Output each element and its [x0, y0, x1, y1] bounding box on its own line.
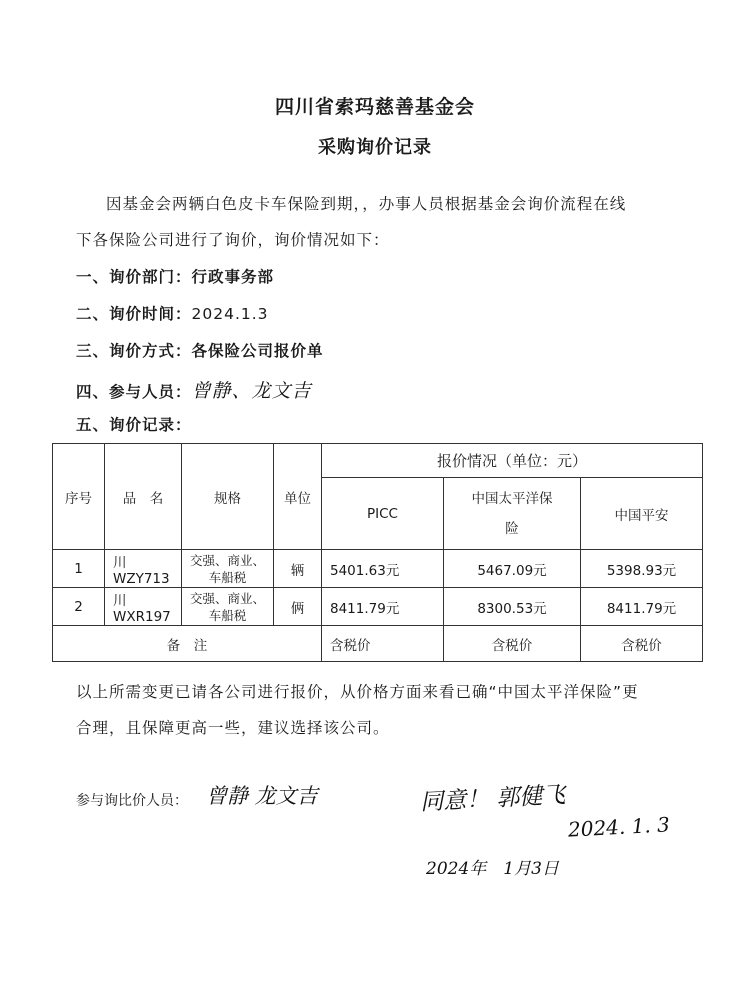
row-2-spec-line2: 车船税: [208, 607, 247, 623]
row-2-spec: [182, 588, 274, 626]
header-picc: PICC: [322, 478, 444, 550]
header-name: 品 名: [105, 444, 182, 550]
item-department-label: 一、询价部门：: [76, 268, 192, 286]
item-records-label: 五、询价记录：: [76, 416, 192, 434]
remark-row: [53, 626, 703, 662]
approval-signature: 同意！ 郭健飞: [419, 782, 567, 816]
row-1-spec-line1: 交强、商业、: [189, 552, 265, 568]
header-cpic-line1: 中国太平洋保: [471, 490, 553, 507]
header-seq: 序号: [53, 444, 105, 550]
item-department-value: 行政事务部: [191, 268, 275, 286]
item-method-label: 三、询价方式：: [76, 342, 192, 360]
item-participants-label: 四、参与人员：: [76, 383, 192, 401]
row-2-name: 川 WXR197: [105, 588, 182, 626]
remark-picc: 含税价: [322, 626, 444, 662]
item-time: [76, 302, 269, 324]
document-subtitle: 采购询价记录: [318, 137, 432, 158]
quote-table: [52, 443, 703, 662]
header-pingan: 中国平安: [581, 478, 703, 550]
approval-date: 2024. 1. 3: [567, 812, 671, 842]
header-cpic-line2: 险: [505, 520, 519, 537]
row-1-spec: [182, 550, 274, 588]
row-2-cpic: 8300.53元: [444, 588, 581, 626]
item-participants-signature: 曾静、龙文吉: [191, 380, 312, 402]
item-time-value: 2024.1.3: [191, 305, 269, 323]
participants-signature: 曾静 龙文吉: [206, 784, 318, 808]
conclusion-line-2: 合理，且保障更高一些，建议选择该公司。: [76, 719, 390, 737]
intro-line-2: 下各保险公司进行了询价，询价情况如下：: [76, 231, 390, 249]
row-2-spec-line1: 交强、商业、: [189, 590, 265, 606]
row-2-unit: 俩: [274, 588, 322, 626]
header-cpic: [444, 478, 581, 550]
header-unit: 单位: [274, 444, 322, 550]
row-1-picc: 5401.63元: [322, 550, 444, 588]
header-quote-group: 报价情况（单位：元）: [322, 444, 703, 478]
item-method: [76, 339, 324, 361]
conclusion-line-1: 以上所需变更已请各公司进行报价，从价格方面来看已确“中国太平洋保险”更: [76, 683, 639, 701]
row-2-seq: 2: [53, 588, 105, 626]
item-time-label: 二、询价时间：: [76, 305, 192, 323]
table-row: [53, 550, 703, 588]
row-1-spec-line2: 车船税: [208, 569, 247, 585]
row-1-cpic: 5467.09元: [444, 550, 581, 588]
row-1-name: 川 WZY713: [105, 550, 182, 588]
row-2-picc: 8411.79元: [322, 588, 444, 626]
header-spec: 规格: [182, 444, 274, 550]
remark-cpic: 含税价: [444, 626, 581, 662]
remark-pingan: 含税价: [581, 626, 703, 662]
item-method-value: 各保险公司报价单: [191, 342, 324, 360]
document-title: 四川省索玛慈善基金会: [274, 96, 475, 118]
item-records: [76, 413, 192, 435]
bottom-date: 2024年 1月3日: [426, 859, 559, 879]
row-1-seq: 1: [53, 550, 105, 588]
item-participants: [76, 376, 312, 403]
row-1-pingan: 5398.93元: [581, 550, 703, 588]
remark-label: 备 注: [53, 626, 322, 662]
row-1-unit: 辆: [274, 550, 322, 588]
row-2-pingan: 8411.79元: [581, 588, 703, 626]
participants-label: 参与询比价人员：: [76, 793, 188, 809]
item-department: [76, 265, 274, 287]
table-row: [53, 588, 703, 626]
intro-line-1: 因基金会两辆白色皮卡车保险到期，，办事人员根据基金会询价流程在线: [106, 195, 627, 213]
